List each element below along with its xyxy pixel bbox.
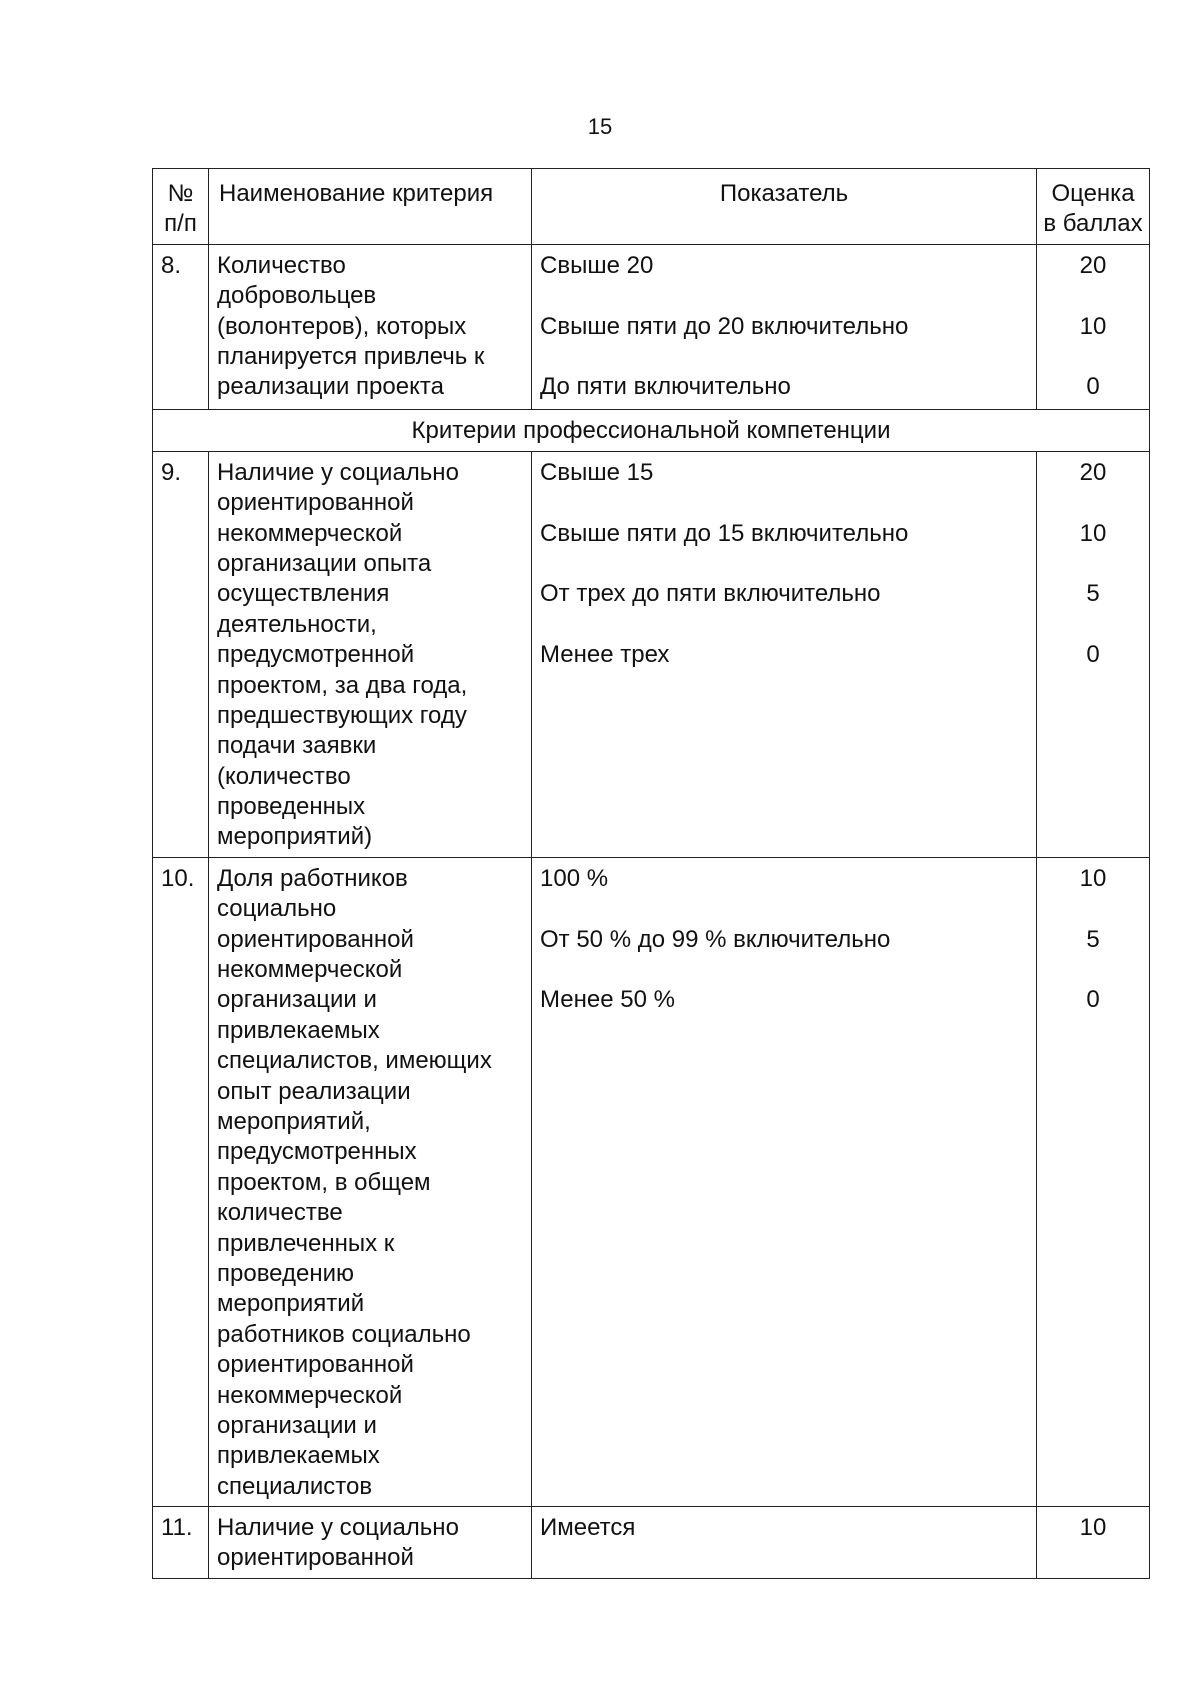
criterion-line: Наличие у социально [217,458,459,486]
section-title: Критерии профессиональной компетенции [153,409,1150,451]
criterion-line: организации и [217,1411,377,1439]
criterion-name [209,857,532,1506]
criterion-line: (волонтеров), которых [217,312,467,340]
header-score-line: в баллах [1043,210,1143,238]
indicator: Имеется [540,1514,636,1542]
criterion-line: проведению [217,1259,355,1287]
criterion-line: ориентированной [217,1351,414,1379]
header-indicator: Показатель [532,169,1037,245]
criterion-name [209,451,532,857]
criterion-line: некоммерческой [217,519,403,547]
page-number: 15 [587,114,613,139]
indicator: От трех до пяти включительно [540,580,881,608]
criterion-line: работников социально [217,1320,471,1348]
row-number: 10. [153,857,209,1506]
criterion-line: опыт реализации [217,1077,411,1105]
criterion-line: проектом, за два года, [217,671,468,699]
criterion-line: количестве [217,1199,343,1227]
score: 10 [1079,519,1107,547]
criterion-line: привлекаемых [217,1016,380,1044]
criterion-line: деятельности, [217,610,377,638]
criterion-line: мероприятий, [217,1107,371,1135]
criterion-name [209,1507,532,1579]
indicator: Менее трех [540,641,670,669]
table-row [153,451,1150,857]
criterion-line: ориентированной [217,489,414,517]
criterion-line: предшествующих году [217,701,467,729]
indicator: Менее 50 % [540,986,675,1014]
indicator: Свыше пяти до 15 включительно [540,519,909,547]
criterion-line: Наличие у социально [217,1514,459,1542]
score-cell [1037,451,1150,857]
criterion-line: специалистов [217,1472,373,1500]
score: 20 [1079,251,1107,279]
criterion-line: привлеченных к [217,1229,395,1257]
score: 0 [1086,986,1100,1014]
header-num-line: № [167,180,194,207]
indicator: 100 % [540,864,609,892]
criterion-line: мероприятий [217,1290,365,1318]
criterion-line: проведенных [217,793,366,821]
criterion-line: проектом, в общем [217,1168,431,1196]
row-number: 11. [153,1507,209,1579]
score: 5 [1086,925,1100,953]
section-row [153,409,1150,451]
row-number: 9. [153,451,209,857]
header-num-line: п/п [164,210,197,238]
criterion-line: некоммерческой [217,956,403,984]
indicator-cell [532,857,1037,1506]
table-row [153,244,1150,409]
criterion-line: добровольцев [217,282,377,310]
table-row [153,1507,1150,1579]
indicator-cell [532,1507,1037,1579]
criterion-line: ориентированной [217,1544,414,1572]
row-number: 8. [153,244,209,409]
header-score [1037,169,1150,245]
indicator: До пяти включительно [540,373,791,401]
criterion-line: привлекаемых [217,1442,380,1470]
score: 10 [1079,1514,1107,1542]
criterion-name [209,244,532,409]
header-score-line: Оценка [1051,180,1135,207]
criterion-line: Количество [217,251,346,279]
score: 0 [1086,641,1100,669]
score: 0 [1086,373,1100,401]
indicator: От 50 % до 99 % включительно [540,925,891,953]
table-header-row [153,169,1150,245]
criterion-line: предусмотренной [217,641,415,669]
indicator-cell [532,451,1037,857]
criterion-line: социально [217,895,337,923]
score-cell [1037,1507,1150,1579]
score: 5 [1086,580,1100,608]
score: 10 [1079,312,1107,340]
criterion-line: (количество [217,762,351,790]
criterion-line: реализации проекта [217,373,444,401]
header-criterion-name: Наименование критерия [209,169,532,245]
criterion-line: некоммерческой [217,1381,403,1409]
score-cell [1037,244,1150,409]
criterion-line: мероприятий) [217,823,373,851]
indicator: Свыше 15 [540,458,654,486]
criteria-table [152,168,1150,1579]
score: 10 [1079,864,1107,892]
criterion-line: специалистов, имеющих [217,1047,492,1075]
score-cell [1037,857,1150,1506]
table-row [153,857,1150,1506]
header-num [153,169,209,245]
criterion-line: ориентированной [217,925,414,953]
criterion-line: осуществления [217,580,390,608]
indicator-cell [532,244,1037,409]
score: 20 [1079,458,1107,486]
indicator: Свыше пяти до 20 включительно [540,312,909,340]
criterion-line: организации и [217,986,377,1014]
criterion-line: подачи заявки [217,732,377,760]
criterion-line: Доля работников [217,864,408,892]
criterion-line: предусмотренных [217,1138,417,1166]
criterion-line: организации опыта [217,549,432,577]
criterion-line: планируется привлечь к [217,342,485,370]
indicator: Свыше 20 [540,251,654,279]
